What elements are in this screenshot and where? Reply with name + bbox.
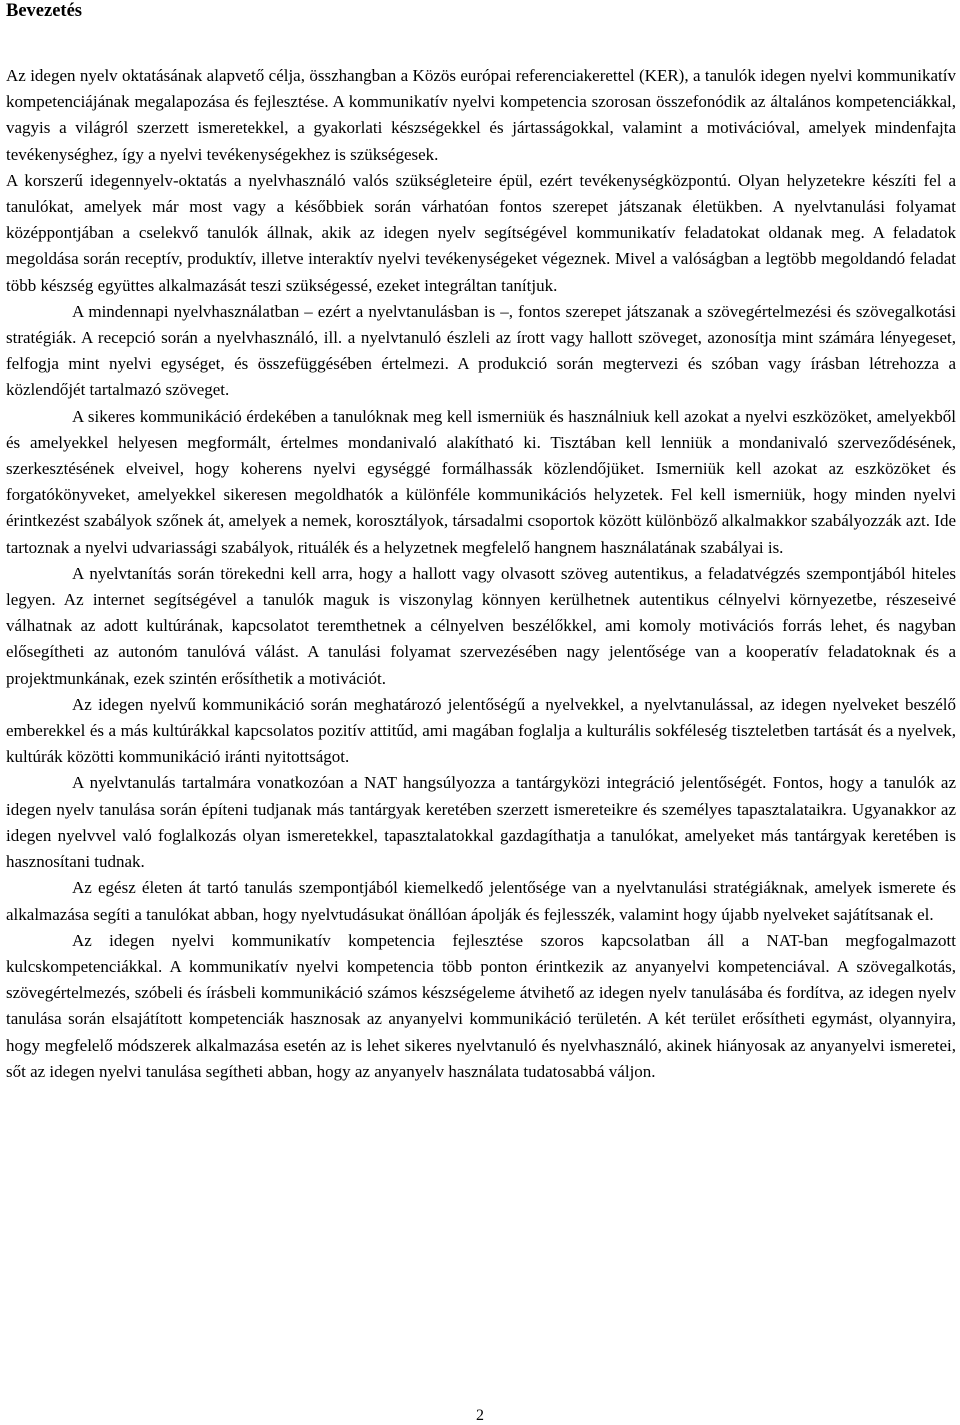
paragraph-8: Az egész életen át tartó tanulás szempontjából kiemelkedő jelentősége van a nyelvtanulási stratégiáknak, amelyek ismerete és alkalmazása segíti a tanulókat abban, hogy nyelvtudásukat önállóan ápolják és fejlesszék, valamint hogy újabb nyelveket sajátítsanak el. [6, 878, 956, 924]
paragraph-7: A nyelvtanulás tartalmára vonatkozóan a NAT hangsúlyozza a tantárgyközi integráció jelentőségét. Fontos, hogy a tanulók az idegen nyelv tanulása során építeni tudjanak más tantárgyak keretében szerzett ismereteikre és személyes tapasztalataikra. Ugyanakkor az idegen nyelvvel való foglalkozás olyan ismeretekkel, tapasztalatokkal gazdagíthatja a tanulókat, amelyeket más tantárgyak keretében is hasznosítani tudnak. [6, 773, 956, 872]
document-body [6, 63, 956, 1085]
paragraph-2: A korszerű idegennyelv-oktatás a nyelvhasználó valós szükségleteire épül, ezért tevékenységközpontú. Olyan helyzetekre készíti fel a tanulókat, amelyek már most vagy a későbbiek során várhatóan fontos szerepet játszanak életükben. A nyelvtanulási folyamat középpontjában a cselekvő tanulók állnak, akik az idegen nyelv segítségével kommunikatív feladatokat oldanak meg. A feladatok megoldása során receptív, produktív, illetve interaktív nyelvi tevékenységeket végeznek. Mivel a valóságban a legtöbb megoldandó feladat több készség együttes alkalmazását teszi szükségessé, ezeket integráltan tanítjuk. [6, 170, 956, 295]
section-heading: Bevezetés [6, 1, 83, 21]
document-page [6, 0, 956, 1085]
paragraph-5: A nyelvtanítás során törekedni kell arra, hogy a hallott vagy olvasott szöveg autentikus, a feladatvégzés szempontjából hiteles legyen. Az internet segítségével a tanulók maguk is viszonylag könnyen kerülhetnek autentikus célnyelvi környezetbe, részeseivé válhatnak az adott kultúrának, kapcsolatot teremthetnek a célnyelven beszélőkkel, ami komoly motivációs forrás lehet, és nagyban elősegítheti az autonóm tanulóvá válást. A tanulási folyamat szervezésében nagy jelentősége van a kooperatív feladatoknak és a projektmunkának, ezek szintén erősíthetik a motivációt. [6, 563, 956, 688]
page-number: 2 [476, 1407, 484, 1424]
paragraph-9: Az idegen nyelvi kommunikatív kompetencia fejlesztése szoros kapcsolatban áll a NAT-ban megfogalmazott kulcskompetenciákkal. A kommunikatív nyelvi kompetencia több ponton érintkezik az anyanyelvi kompetenciával. A szövegalkotás, szövegértelmezés, szóbeli és írásbeli kommunikáció számos készségeleme átvihető az idegen nyelv tanulásába és fordítva, az idegen nyelv tanulása során elsajátított kompetenciák hasznosak az anyanyelvi kommunikáció területén. A két terület erősítheti egymást, olyannyira, hogy megfelelő módszerek alkalmazása esetén az is lehet sikeres nyelvtanuló és nyelvhasználó, akinek hiányosak az anyanyelvi ismeretei, sőt az idegen nyelvi tanulása segítheti abban, hogy az anyanyelv használata tudatosabbá váljon. [6, 930, 956, 1081]
paragraph-4: A sikeres kommunikáció érdekében a tanulóknak meg kell ismerniük és használniuk kell azokat a nyelvi eszközöket, amelyekből és amelyekkel helyesen megformált, értelmes mondanivaló alakítható ki. Tisztában kell lenniük a mondanivaló szerveződésének, szerkesztésének elveivel, hogy koherens nyelvi egységgé formálhassák közlendőjüket. Ismerniük kell azokat az eszközöket és forgatókönyveket, amelyekkel sikeresen megoldhatók a különféle kommunikációs helyzetek. Fel kell ismerniük, hogy minden nyelvi érintkezést szabályok szőnek át, amelyek a nemek, korosztályok, társadalmi csoportok között különböző alkalmakkor szabályozzák azt. Ide tartoznak a nyelvi udvariassági szabályok, rituálék és a helyzetnek megfelelő hangnem használatának szabályai is. [6, 406, 956, 557]
paragraph-1: Az idegen nyelv oktatásának alapvető célja, összhangban a Közös európai referenciakerettel (KER), a tanulók idegen nyelvi kommunikatív kompetenciájának megalapozása és fejlesztése. A kommunikatív nyelvi kompetencia szorosan összefonódik az általános kompetenciákkal, vagyis a világról szerzett ismeretekkel, a gyakorlati készségekkel és jártasságokkal, valamint a motivációval, amelyek mindenfajta tevékenységhez, így a nyelvi tevékenységekhez is szükségesek. [6, 66, 956, 164]
paragraph-6: Az idegen nyelvű kommunikáció során meghatározó jelentőségű a nyelvekkel, a nyelvtanulással, az idegen nyelveket beszélő emberekkel és a más kultúrákkal kapcsolatos pozitív attitűd, ami magában foglalja a kulturális sokféleség tiszteletben tartását és a nyelvek, kultúrák közötti kommunikáció iránti nyitottságot. [6, 694, 956, 767]
paragraph-3: A mindennapi nyelvhasználatban – ezért a nyelvtanulásban is –, fontos szerepet játszanak a szövegértelmezési és szövegalkotási stratégiák. A recepció során a nyelvhasználó, ill. a nyelvtanuló észleli az írott vagy hallott szöveget, azonosítja mint számára lényegeset, felfogja mint nyelvi egységet, és összefüggésében értelmezi. A produkció során megtervezi és szóban vagy írásban létrehozza a közlendőjét tartalmazó szöveget. [6, 301, 956, 400]
